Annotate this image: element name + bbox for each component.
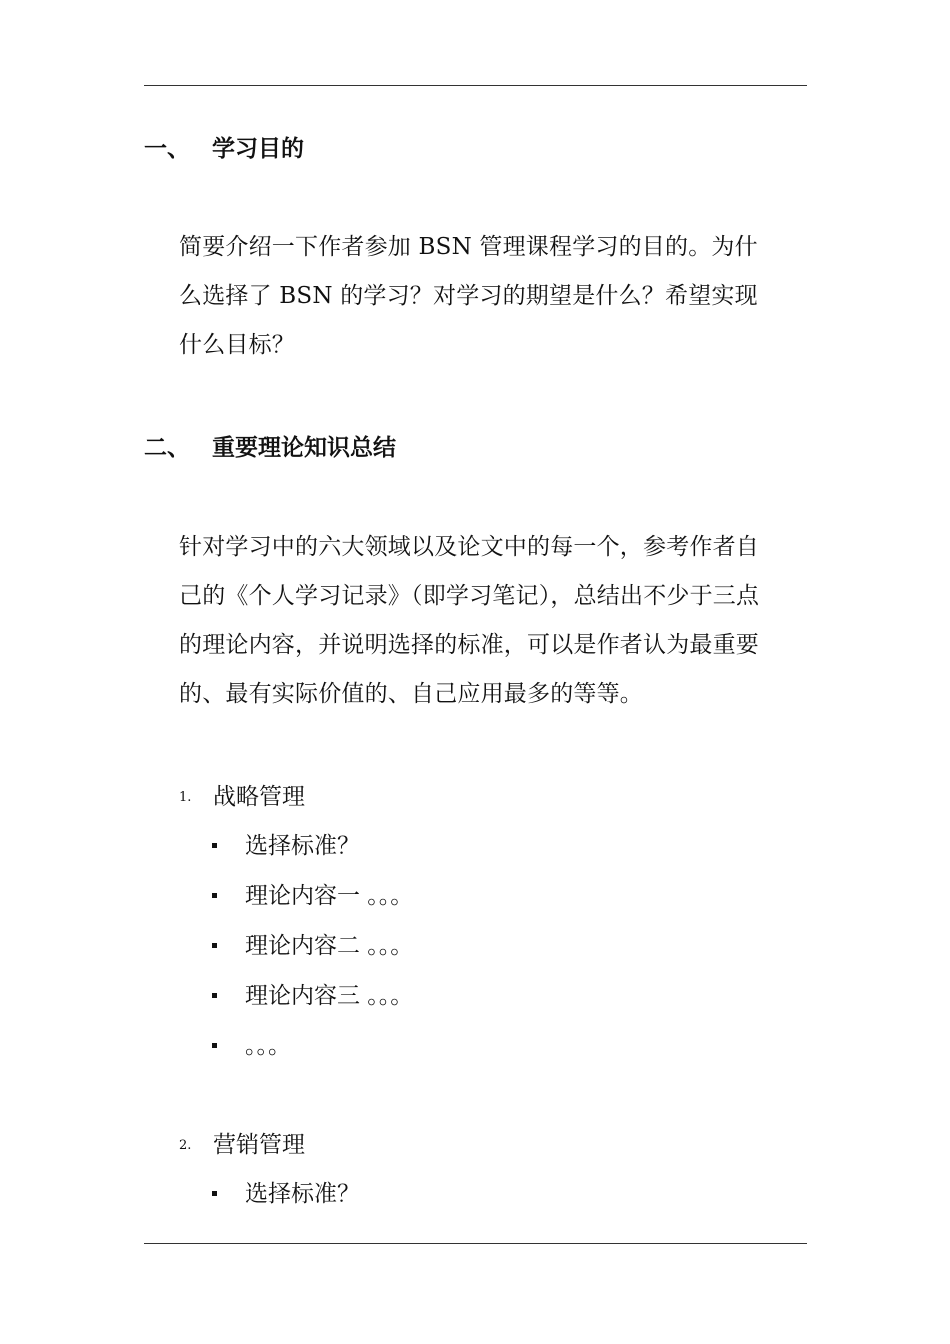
bullet-square-icon [212,893,217,898]
bullet-square-icon [212,993,217,998]
section-heading-2 [144,433,396,463]
bullet-item [212,831,360,861]
bullet-item [212,981,413,1011]
list-label: 战略管理 [213,784,305,810]
section-title: 重要理论知识总结 [212,435,396,461]
paragraph-line: 么选择了 BSN 的学习？对学习的期望是什么？希望实现 [179,283,758,309]
list-label: 营销管理 [213,1132,305,1158]
bullet-text: 理论内容一 。。。 [245,883,414,909]
paragraph-line: 针对学习中的六大领域以及论文中的每一个，参考作者自 [179,534,759,560]
list-index: 2. [179,1138,192,1153]
paragraph-line: 什么目标？ [179,332,295,358]
section-heading-1 [144,134,304,164]
list-item-strategy [179,782,305,813]
bullet-text: 。。。 [245,1033,291,1059]
bullet-text: 选择标准？ [245,1181,360,1207]
bullet-item [212,1031,291,1061]
list-index: 1. [179,790,192,805]
bullet-square-icon [212,843,217,848]
section-number: 一、 [144,136,190,162]
section-2-paragraph [179,523,809,719]
bullet-square-icon [212,943,217,948]
bullet-text: 理论内容二 。。。 [245,933,414,959]
section-title: 学习目的 [212,136,304,162]
paragraph-line: 的理论内容，并说明选择的标准，可以是作者认为最重要 [179,632,759,658]
footer-rule [144,1243,807,1244]
paragraph-line: 己的《个人学习记录》（即学习笔记），总结出不少于三点 [179,583,760,609]
bullet-item [212,1179,360,1209]
bullet-text: 选择标准？ [245,833,360,859]
paragraph-line: 简要介绍一下作者参加 BSN 管理课程学习的目的。为什 [179,234,758,260]
section-number: 二、 [144,435,190,461]
paragraph-line: 的、最有实际价值的、自己应用最多的等等。 [179,681,643,707]
bullet-item [212,881,413,911]
header-rule [144,85,807,86]
bullet-square-icon [212,1043,217,1048]
section-1-paragraph [179,223,809,370]
bullet-item [212,931,413,961]
bullet-square-icon [212,1191,217,1196]
bullet-text: 理论内容三 。。。 [245,983,414,1009]
list-item-marketing [179,1130,305,1161]
